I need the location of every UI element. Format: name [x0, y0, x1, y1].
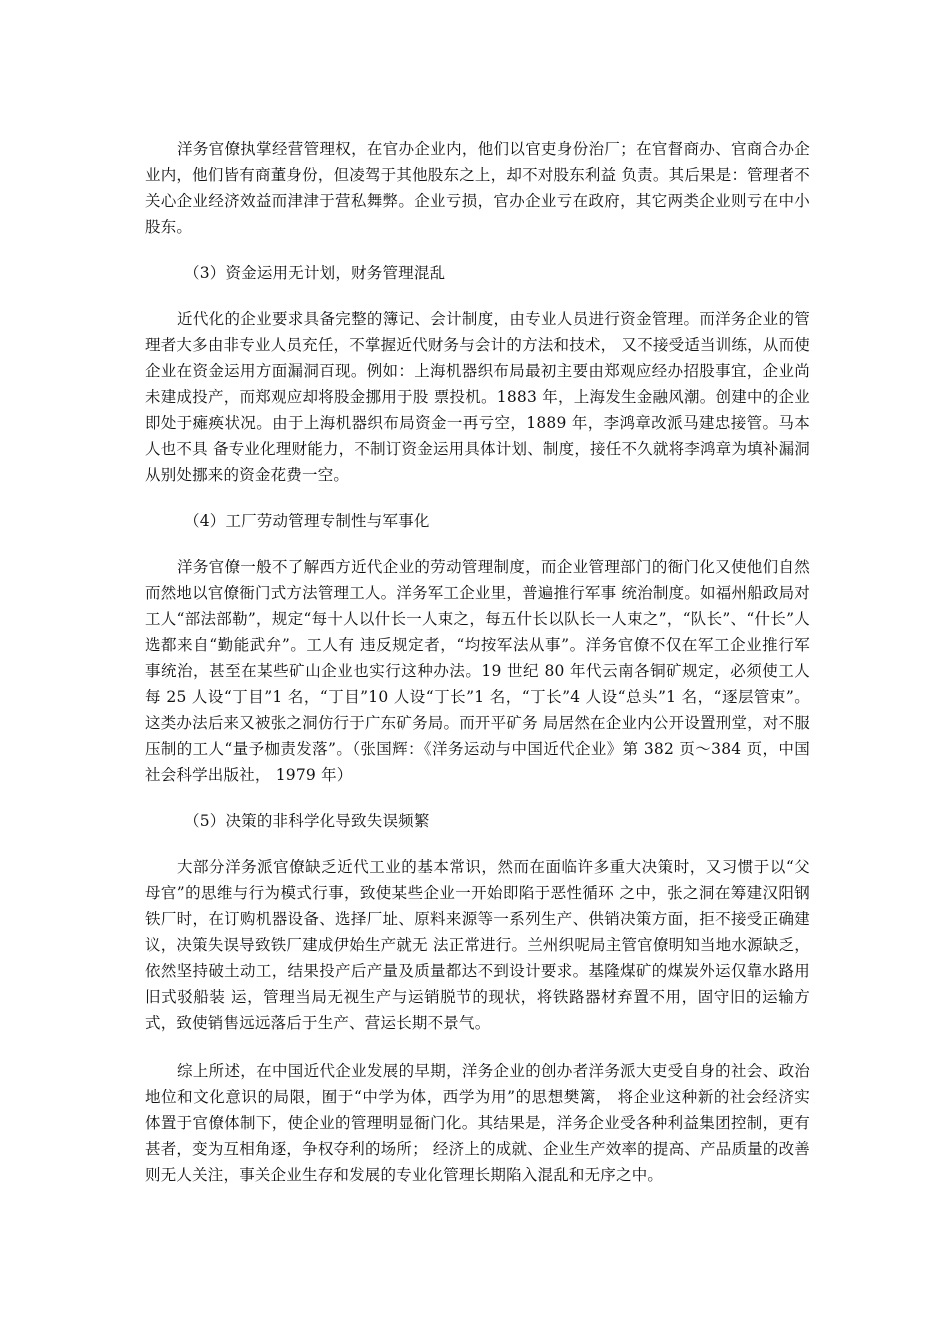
paragraph-conclusion: 综上所述，在中国近代企业发展的早期，洋务企业的创办者洋务派大吏受自身的社会、政治地位和文化意识的局限，囿于“中学为体，西学为用”的思想樊篱， 将企业这种新的社会经济实体置于官僚体制下，使企业的管理明显衙门化。其结果是，洋务企业受各种利益集团控制，更有甚者，变为互相角逐，争权夺利的场所； 经济上的成就、企业生产效率的提高、产品质量的改善则无人关注，事关企业生存和发展的专业化管理长期陷入混乱和无序之中。	[145, 1062, 810, 1184]
paragraph-finance-management: 近代化的企业要求具备完整的簿记、会计制度，由专业人员进行资金管理。而洋务企业的管理者大多由非专业人员充任，不掌握近代财务与会计的方法和技术， 又不接受适当训练，从而使企业在资金运用方面漏洞百现。例如：上海机器织布局最初主要由郑观应经办招股事宜，企业尚未建成投产，而郑观应却将股金挪用于股 票投机。1883 年，上海发生金融风潮。创建中的企业即处于瘫痪状况。由于上海机器织布局资金一再亏空，1889 年，李鸿章改派马建忠接管。马本人也不具 备专业化理财能力，不制订资金运用具体计划、制度，接任不久就将李鸿章为填补漏洞从别处挪来的资金花费一空。	[145, 310, 810, 484]
paragraph-management-authority: 洋务官僚执掌经营管理权，在官办企业内，他们以官吏身份治厂；在官督商办、官商合办企业内，他们皆有商董身份，但凌驾于其他股东之上，却不对股东利益 负责。其后果是：管理者不关心企业经济效益而津津于营私舞弊。企业亏损，官办企业亏在政府，其它两类企业则亏在中小股东。	[145, 140, 810, 236]
section-heading-5: （5）决策的非科学化导致失误频繁	[184, 812, 430, 830]
section-heading-3: （3）资金运用无计划，财务管理混乱	[184, 264, 446, 282]
document-page	[145, 136, 810, 1188]
paragraph-decision-making: 大部分洋务派官僚缺乏近代工业的基本常识，然而在面临许多重大决策时，又习惯于以“父母官”的思维与行为模式行事，致使某些企业一开始即陷于恶性循环 之中，张之洞在筹建汉阳钢铁厂时，在订购机器设备、选择厂址、原料来源等一系列生产、供销决策方面，拒不接受正确建议，决策失误导致铁厂建成伊始生产就无 法正常进行。兰州织呢局主管官僚明知当地水源缺乏，依然坚持破土动工，结果投产后产量及质量都达不到设计要求。基隆煤矿的煤炭外运仅靠水路用旧式驳船装 运，管理当局无视生产与运销脱节的现状，将铁路器材弃置不用，固守旧的运输方式，致使销售远远落后于生产、营运长期不景气。	[145, 858, 810, 1032]
paragraph-labor-management: 洋务官僚一般不了解西方近代企业的劳动管理制度，而企业管理部门的衙门化又使他们自然而然地以官僚衙门式方法管理工人。洋务军工企业里，普遍推行军事 统治制度。如福州船政局对工人“部法部勒”，规定“每十人以什长一人束之，每五什长以队长一人束之”，“队长”、“什长”人选都来自“勤能武弁”。工人有 违反规定者，“均按军法从事”。洋务官僚不仅在军工企业推行军事统治，甚至在某些矿山企业也实行这种办法。19 世纪 80 年代云南各铜矿规定，必须使工人每 25 人设“丁目”1 名，“丁目”10 人设“丁长”1 名，“丁长”4 人设“总头”1 名，“逐层管束”。这类办法后来又被张之洞仿行于广东矿务局。而开平矿务 局居然在企业内公开设置刑堂，对不服压制的工人“量予枷责发落”。（张国辉：《洋务运动与中国近代企业》第 382 页～384 页，中国社会科学出版社， 1979 年）	[145, 558, 810, 784]
section-heading-4: （4）工厂劳动管理专制性与军事化	[184, 512, 430, 530]
